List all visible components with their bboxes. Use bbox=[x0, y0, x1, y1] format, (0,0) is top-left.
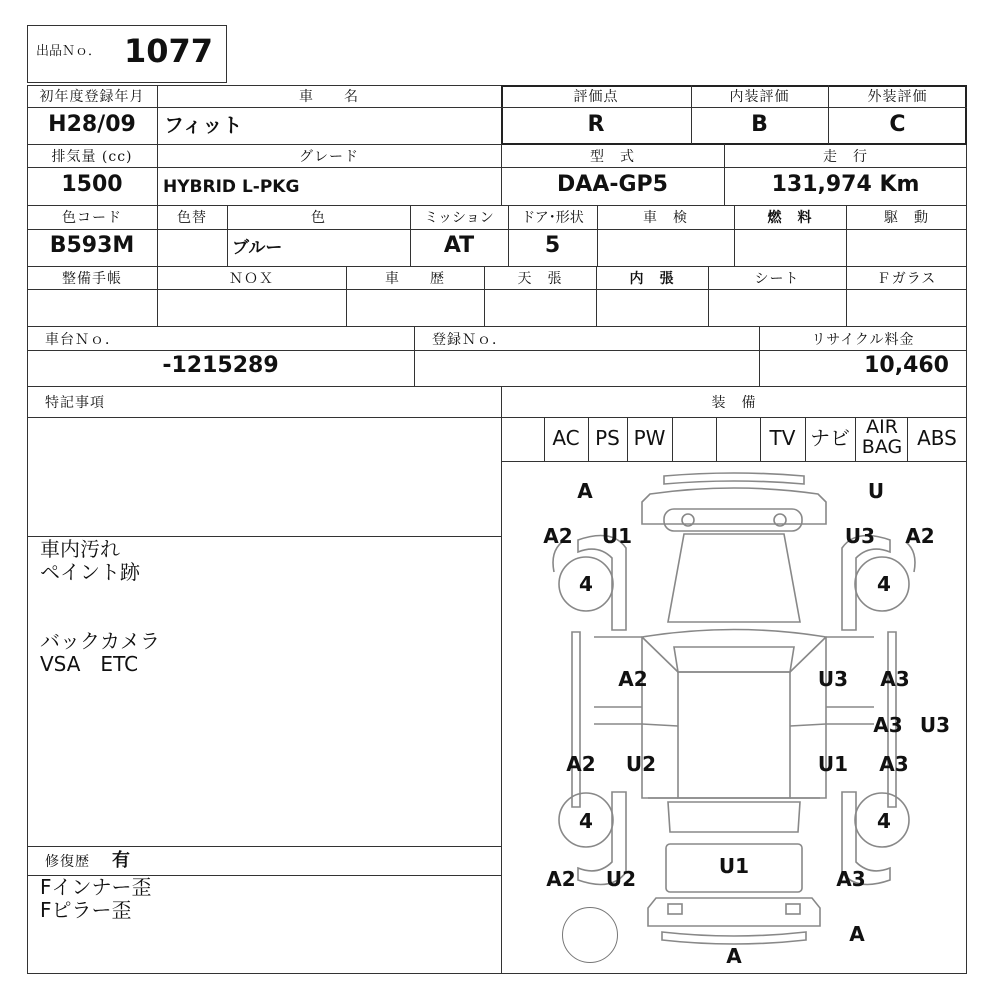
first-reg-value: H28/09 bbox=[48, 112, 136, 137]
chassis-label: 車台Ｎｏ． bbox=[45, 332, 120, 348]
drive-label: 駆 動 bbox=[884, 210, 929, 226]
mark-fl-a2: A2 bbox=[543, 524, 573, 548]
interior-trim-label: 内 張 bbox=[629, 271, 675, 287]
grade-label: グレード bbox=[299, 149, 359, 165]
registration-label: 登録Ｎｏ． bbox=[432, 332, 507, 348]
mark-r-u1: U1 bbox=[817, 752, 849, 776]
mark-fr-u3: U3 bbox=[844, 524, 876, 548]
lot-number-box bbox=[27, 25, 227, 83]
equip-ps: PS bbox=[595, 426, 620, 450]
inspection-label: 車 検 bbox=[643, 210, 688, 226]
mileage-label: 走 行 bbox=[823, 149, 868, 165]
interior-label: 内装評価 bbox=[729, 89, 790, 105]
doors-value: 5 bbox=[544, 233, 561, 258]
note-line-4: VSA ETC bbox=[40, 652, 139, 676]
displacement-value: 1500 bbox=[61, 172, 123, 197]
score-value: R bbox=[587, 112, 605, 137]
seat-label: シート bbox=[754, 271, 800, 287]
history-label: 車 歴 bbox=[385, 271, 445, 287]
mark-r-u3b: U3 bbox=[919, 713, 951, 737]
color-value: ブルー bbox=[232, 238, 283, 258]
lot-label: 出品Ｎｏ． bbox=[36, 44, 102, 59]
mark-rear-a: A bbox=[726, 944, 742, 968]
first-reg-label: 初年度登録年月 bbox=[39, 89, 145, 105]
repair-line-1: Fインナー歪 bbox=[40, 875, 152, 899]
equipment-grid bbox=[501, 417, 967, 461]
lot-number: 1077 bbox=[124, 32, 214, 70]
mark-rear-a-right: A bbox=[849, 922, 865, 946]
mileage-value: 131,974 Km bbox=[771, 172, 920, 197]
f-glass-label: Ｆガラス bbox=[876, 271, 937, 287]
equip-abs: ABS bbox=[917, 426, 957, 450]
repair-line-2: Fピラー歪 bbox=[40, 898, 132, 922]
chassis-value: -1215289 bbox=[162, 353, 279, 378]
mark-l-u2: U2 bbox=[625, 752, 657, 776]
interior-value: B bbox=[751, 112, 768, 137]
model-label: 型 式 bbox=[590, 149, 635, 165]
mark-r-u3: U3 bbox=[817, 667, 849, 691]
grade-value: HYBRID L-PKG bbox=[163, 177, 300, 197]
color-code-value: B593M bbox=[49, 233, 135, 258]
nox-label: ＮＯＸ bbox=[229, 271, 274, 287]
mark-fr-a2: A2 bbox=[905, 524, 935, 548]
fuel-label: 燃 料 bbox=[767, 210, 813, 226]
service-book-label: 整備手帳 bbox=[62, 271, 122, 287]
recycle-value: 10,460 bbox=[864, 353, 949, 378]
equip-pw: PW bbox=[633, 426, 666, 450]
exterior-label: 外装評価 bbox=[867, 89, 928, 105]
mark-rl-u2: U2 bbox=[605, 867, 637, 891]
mark-tire-fr: 4 bbox=[877, 572, 891, 596]
repair-notes bbox=[40, 876, 152, 922]
mark-trunk-u1: U1 bbox=[718, 854, 750, 878]
note-line-1: 車内汚れ bbox=[40, 537, 120, 561]
equip-airbag: AIR BAG bbox=[861, 416, 903, 458]
notes-text bbox=[40, 538, 160, 676]
car-diagram bbox=[502, 462, 966, 973]
mission-label: ミッション bbox=[424, 210, 494, 226]
model-value: DAA-GP5 bbox=[557, 172, 668, 197]
mark-hood-a2: A2 bbox=[618, 667, 648, 691]
color-code-label: 色コード bbox=[62, 210, 122, 226]
repair-value: 有 bbox=[112, 850, 130, 871]
repair-label: 修復歴 bbox=[45, 854, 90, 870]
doors-label: ドア･形状 bbox=[521, 210, 584, 226]
mark-front-u: U bbox=[867, 479, 885, 503]
notes-label: 特記事項 bbox=[45, 395, 105, 411]
equip-tv: TV bbox=[769, 426, 796, 450]
mark-fl-u1: U1 bbox=[601, 524, 633, 548]
car-name-value: フィット bbox=[164, 113, 243, 137]
equip-navi: ナビ bbox=[810, 426, 850, 450]
mark-tire-rl: 4 bbox=[579, 809, 593, 833]
mark-l-a2: A2 bbox=[566, 752, 596, 776]
color-change-label: 色替 bbox=[177, 210, 207, 226]
roof-label: 天 張 bbox=[517, 271, 563, 287]
note-line-2: ペイント跡 bbox=[40, 560, 140, 584]
mark-tire-fl: 4 bbox=[579, 572, 593, 596]
equipment-label: 装 備 bbox=[711, 395, 757, 411]
mark-rr-a3: A3 bbox=[836, 867, 866, 891]
mark-r-a3c: A3 bbox=[879, 752, 909, 776]
note-line-3: バックカメラ bbox=[40, 629, 160, 653]
mark-r-a3b: A3 bbox=[873, 713, 903, 737]
mark-rl-a2: A2 bbox=[546, 867, 576, 891]
color-label: 色 bbox=[311, 210, 326, 226]
score-label: 評価点 bbox=[573, 89, 619, 105]
equip-ac: AC bbox=[552, 426, 580, 450]
mark-front-a: A bbox=[577, 479, 593, 503]
recycle-label: リサイクル料金 bbox=[811, 332, 915, 348]
exterior-value: C bbox=[889, 112, 906, 137]
displacement-label: 排気量 (cc) bbox=[51, 149, 133, 165]
mark-r-a3: A3 bbox=[880, 667, 910, 691]
mark-tire-rr: 4 bbox=[877, 809, 891, 833]
mission-value: AT bbox=[443, 233, 475, 258]
car-name-label: 車 名 bbox=[299, 89, 359, 105]
